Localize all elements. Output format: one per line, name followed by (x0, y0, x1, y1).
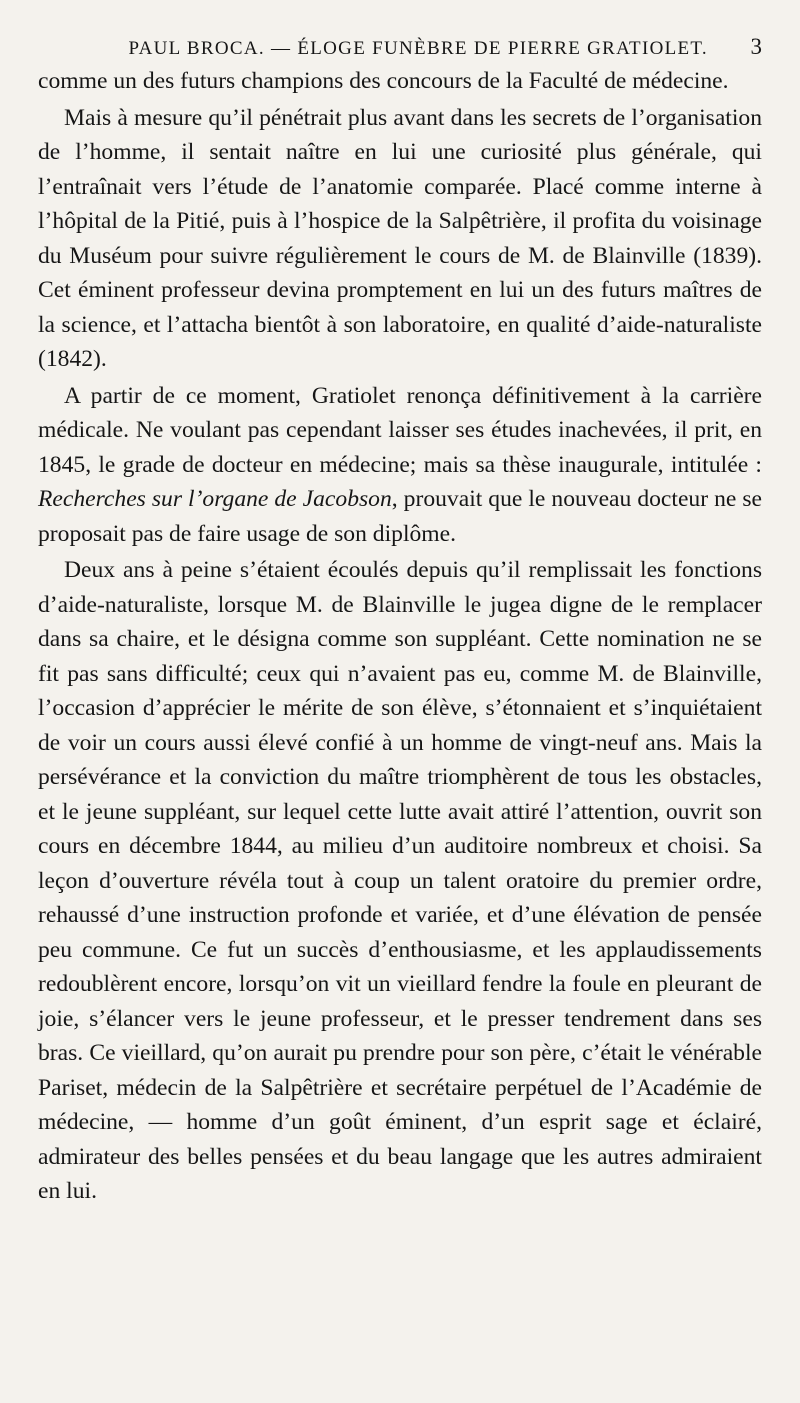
thesis-title: Recherches sur l’organe de Jacobson (38, 486, 392, 512)
paragraph-3-text-after: , prouvait que le nouveau docteur ne se proposait pas de faire usage de son diplôme. (38, 486, 762, 547)
paragraph-1: comme un des futurs champions des concours de la Faculté de médecine. (38, 68, 729, 94)
running-head (38, 34, 762, 64)
body-text (38, 64, 762, 1209)
paragraph-4: Deux ans à peine s’étaient écoulés depuis qu’il remplissait les fonctions d’aide-naturaliste, lorsque M. de Blainville le jugea digne de le remplacer dans sa chaire, et le désigna comme son suppléant. Cette nomination ne se fit pas sans difficulté; ceux qui n’avaient pas eu, comme M. de Blainville, l’occasion d’apprécier le mérite de son élève, s’étonnaient et s’inquiétaient de voir un cours aussi élevé confié à un homme de vingt-neuf ans. Mais la persévérance et la conviction du maître triomphèrent de tous les obstacles, et le jeune suppléant, sur lequel cette lutte avait attiré l’attention, ouvrit son cours en décembre 1844, au milieu d’un auditoire nombreux et choisi. Sa leçon d’ouverture révéla tout à coup un talent oratoire du premier ordre, rehaussé d’une instruction profonde et variée, et d’une élévation de pensée peu commune. Ce fut un succès d’enthousiasme, et les applaudissements redoublèrent encore, lorsqu’on vit un vieillard fendre la foule en pleurant de joie, s’élancer vers le jeune professeur, et le presser tendrement dans ses bras. Ce vieillard, qu’on aurait pu prendre pour son père, c’était le vénérable Pariset, médecin de la Salpêtrière et secrétaire perpétuel de l’Académie de médecine, — homme d’un goût éminent, d’un esprit sage et éclairé, admirateur des belles pensées et du beau langage que les autres admiraient en lui. (38, 557, 762, 1204)
paragraph-3 (38, 379, 762, 552)
paragraph-2: Mais à mesure qu’il pénétrait plus avant dans les secrets de l’organisation de l’homme, il sentait naître en lui une curiosité plus générale, qui l’entraînait vers l’étude de l’anatomie comparée. Placé comme interne à l’hôpital de la Pitié, puis à l’hospice de la Salpêtrière, il profita du voisinage du Muséum pour suivre régulièrement le cours de M. de Blainville (1839). Cet éminent professeur devina promptement en lui un des futurs maîtres de la science, et l’attacha bientôt à son laboratoire, en qualité d’aide-naturaliste (1842). (38, 104, 762, 372)
paragraph-3-text-before: A partir de ce moment, Gratiolet renonça définitivement à la carrière médicale. Ne voulant pas cependant laisser ses études inachevées, il prit, en 1845, le grade de docteur en médecine; mais sa thèse inaugurale, intitulée : (38, 382, 762, 478)
book-page (38, 34, 762, 1209)
page-number: 3 (750, 34, 762, 59)
running-title: PAUL BROCA. — ÉLOGE FUNÈBRE DE PIERRE GRATIOLET. (128, 38, 708, 59)
